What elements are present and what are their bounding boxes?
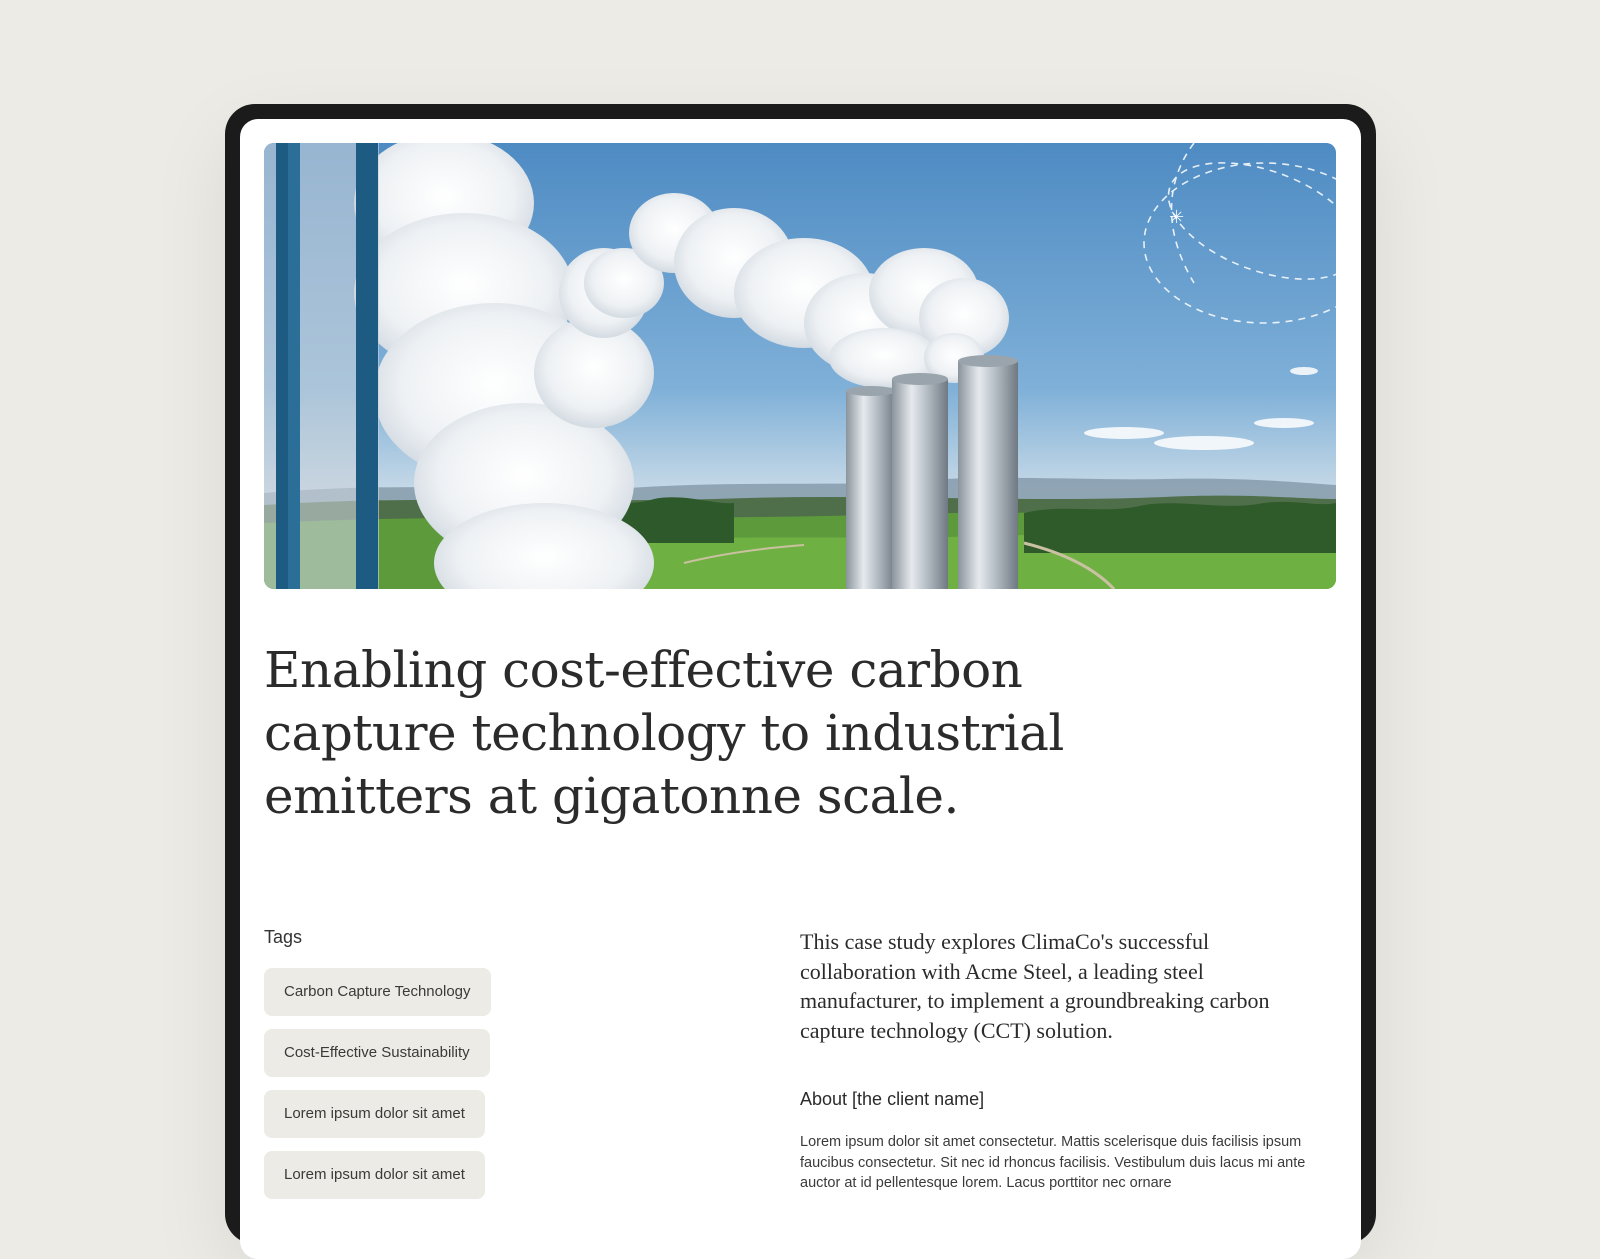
tags-label: Tags <box>264 927 303 947</box>
page-title: Enabling cost-effective carbon capture technology to industrial emitters at gigatonne scale. <box>264 641 1064 825</box>
about-body: Lorem ipsum dolor sit amet consectetur. Mattis scelerisque duis facilisis ipsum faucibus consectetur. Sit nec id rhoncus facilisis. Vestibulum duis lacus mi ante auctor at id pellentesque lorem. Lacus porttitor nec ornare <box>800 1134 1306 1191</box>
tag-chip[interactable]: Carbon Capture Technology <box>264 968 491 1016</box>
device-frame <box>225 104 1376 1244</box>
smokestacks <box>846 355 1018 589</box>
hero-image <box>264 143 1336 589</box>
ladder-structure <box>264 143 379 589</box>
tag-chip[interactable]: Lorem ipsum dolor sit amet <box>264 1090 485 1138</box>
hero-illustration <box>264 143 1336 589</box>
tag-chip[interactable]: Lorem ipsum dolor sit amet <box>264 1151 485 1199</box>
svg-text:✳: ✳ <box>1169 207 1185 228</box>
tag-chip[interactable]: Cost-Effective Sustainability <box>264 1029 490 1077</box>
intro-paragraph: This case study explores ClimaCo's successful collaboration with Acme Steel, a leading steel manufacturer, to implement a groundbreaking carbon capture technology (CCT) solution. <box>800 929 1270 1043</box>
page-screen <box>240 119 1361 1259</box>
about-heading: About [the client name] <box>800 1089 985 1109</box>
